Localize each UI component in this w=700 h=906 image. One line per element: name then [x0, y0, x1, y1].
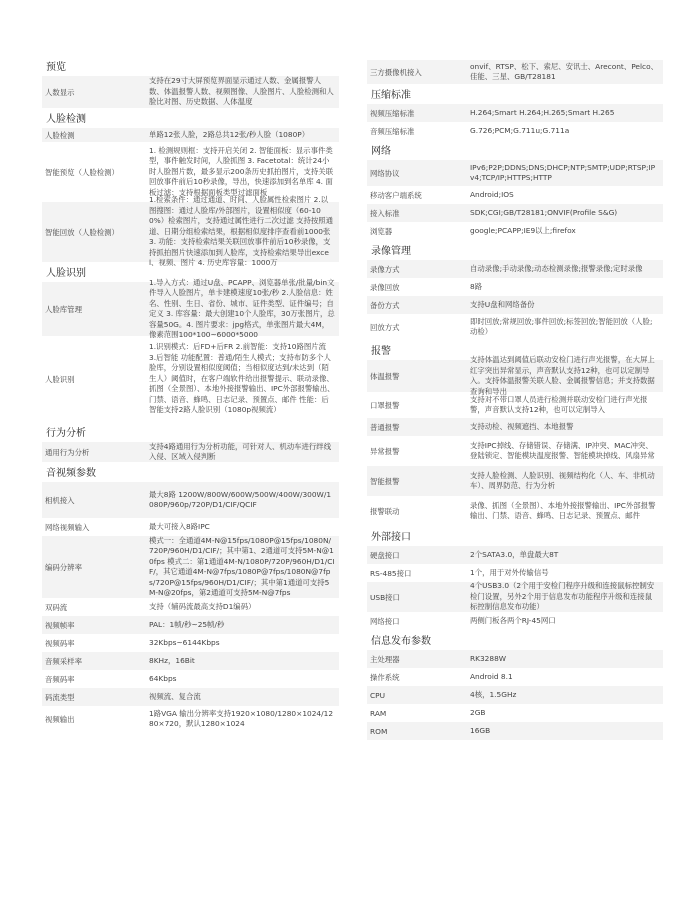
spec-row: [367, 546, 663, 564]
spec-row: [367, 278, 663, 296]
spec-value: 1. 检测规则框：支持开启关闭 2. 智能面板：显示事件类型，事件触发时间，人脸抓图 3. Facetotal：统计24小时人脸图片数，最多显示200条历史抓拍图片，支持关联回放事件前后10秒录像，导出，快速添加到名单库 4. 面板过滤：支持根据面板类型过滤面板: [149, 145, 334, 197]
spec-row: [367, 496, 663, 526]
spec-value: 支持（辅码流最高支持D1编码）: [149, 601, 256, 611]
spec-value: 模式一：全通道4M-N@15fps/1080P@15fps/1080N/720P/960H/D1/CIF/；其中第1、2通道可支持5M-N@10fps 模式二：第1通道4M-N/1080P/720P/960H/D1/CIF/，其它通道4M-N@7fps/1080P@7fps/1080N@7fps/720P@15fps/960H/D1/CIF/；其中第1通道可支持5M-N@20fps，第2通道可支持5M-N@7fps: [149, 535, 335, 597]
spec-value: 1路VGA 输出分辨率支持1920×1080/1280×1024/1280×720，默认1280×1024: [149, 708, 334, 728]
spec-value: google;PCAPP;IE9以上;firefox: [470, 225, 576, 235]
spec-row: [42, 482, 339, 518]
spec-key: 音频采样率: [45, 656, 82, 666]
spec-key: 网络协议: [370, 168, 400, 178]
spec-key: 智能预览（人脸检测）: [45, 167, 119, 177]
spec-row: [367, 104, 663, 122]
spec-key: 录像回放: [370, 282, 400, 292]
spec-key: 网络接口: [370, 616, 400, 626]
left-spec-column: [42, 56, 339, 732]
spec-key: 报警联动: [370, 506, 400, 516]
spec-row: [42, 616, 339, 634]
spec-row: [367, 186, 663, 204]
spec-row: [42, 536, 339, 598]
spec-key: RAM: [370, 708, 387, 718]
spec-row: [42, 634, 339, 652]
spec-value: 最大8路 1200W/800W/600W/500W/400W/300W/1080P/960p/720P/D1/CIF/QCIF: [149, 489, 332, 509]
spec-value: 64Kbps: [149, 673, 177, 683]
spec-value: 支持人脸检测、人脸识别、视频结构化（人、车、非机动车）、周界防范、行为分析: [470, 470, 655, 490]
spec-row: [367, 418, 663, 436]
spec-value: 16GB: [470, 725, 491, 735]
spec-value: 支持在29寸大屏预览界面显示通过人数、金属报警人数、体温报警人数、视频图像、人脸图片、人脸检测和人脸比对图、历史数据、人体温度: [149, 76, 334, 107]
spec-row: [42, 195, 339, 268]
spec-value: 1.识别模式：后FD+后FR 2.前智能：支持10路图片流 3.后智能 功能配置：普通/陌生人模式；支持布防多个人脸库，分别设置相似度阈值；当相似度达到/未达到（陌生人）阈值时，在客户端软件给出报警提示、联动录像、抓图（全景图）、本地外接报警输出、IPC外部报警输出、门禁、语音、蜂鸣、日志记录、预置点、邮件 性能：后智能支持2路人脸识别（1080p视频流）: [149, 342, 335, 415]
spec-row: [42, 518, 339, 536]
spec-value: 单路12张人脸，2路总共12张/秒人脸（1080P）: [149, 129, 310, 139]
spec-key: 异常报警: [370, 446, 400, 456]
spec-key: 音频码率: [45, 674, 75, 684]
spec-key: 操作系统: [370, 672, 400, 682]
spec-key: 相机接入: [45, 495, 75, 505]
section-title: 网络: [371, 146, 391, 157]
spec-key: 视频输出: [45, 714, 75, 724]
section-title: 外部接口: [371, 532, 411, 543]
spec-value: 4核，1.5GHz: [470, 689, 517, 699]
spec-key: 移动客户端系统: [370, 190, 422, 200]
spec-key: 视频压缩标准: [370, 108, 415, 118]
spec-value: 8路: [470, 281, 483, 291]
spec-row: [42, 598, 339, 616]
spec-row: [367, 260, 663, 278]
spec-value: 支持U盘和网络备份: [470, 299, 535, 309]
spec-value: 4个USB3.0（2个用于安检门程序升级和连接鼠标控制安检门设置，另外2个用于信息发布功能程序升级和连接鼠标控制信息发布功能）: [470, 581, 655, 612]
section-title: 预览: [46, 62, 66, 73]
spec-key: 编码分辨率: [45, 562, 82, 572]
spec-key: 主处理器: [370, 654, 400, 664]
spec-row: [367, 582, 663, 612]
spec-key: 普通报警: [370, 422, 400, 432]
spec-value: 8KHz，16Bit: [149, 655, 195, 665]
spec-key: 接入标准: [370, 208, 400, 218]
spec-key: 浏览器: [370, 226, 393, 236]
spec-row: [367, 204, 663, 222]
spec-row: [42, 336, 339, 422]
spec-row: [367, 314, 663, 340]
spec-row: [367, 650, 663, 668]
spec-key: 视频帧率: [45, 620, 75, 630]
spec-key: 备份方式: [370, 300, 400, 310]
spec-key: 人脸库管理: [45, 304, 82, 314]
spec-key: 人脸检测: [45, 130, 75, 140]
spec-value: PAL：1帧/秒~25帧/秒: [149, 619, 225, 629]
spec-key: 三方摄像机接入: [370, 67, 422, 77]
spec-key: 视频码率: [45, 638, 75, 648]
spec-value: 两侧门板各两个RJ-45网口: [470, 615, 556, 625]
spec-key: 回放方式: [370, 322, 400, 332]
spec-row: [42, 142, 339, 202]
spec-row: [367, 686, 663, 704]
spec-value: 2个SATA3.0，单盘最大8T: [470, 549, 559, 559]
spec-value: 录像、抓图（全景图）、本地外接报警输出、IPC外部报警输出、门禁、语音、蜂鸣、日志记录、预置点、邮件: [470, 500, 656, 520]
spec-row: [367, 466, 663, 496]
spec-value: onvif、RTSP、松下、索尼、安讯士、Arecont、Pelco、佳能、三星、GB/T28181: [470, 61, 658, 81]
spec-key: 人数显示: [45, 87, 75, 97]
spec-key: 网络视频输入: [45, 522, 90, 532]
spec-value: G.726;PCM;G.711u;G.711a: [470, 125, 570, 135]
spec-row: [42, 670, 339, 688]
section-title: 人脸检测: [46, 114, 86, 125]
spec-key: 通用行为分析: [45, 447, 90, 457]
section-title: 压缩标准: [371, 90, 411, 101]
spec-row: [42, 652, 339, 670]
spec-value: 即时回放;常规回放;事件回放;标签回放;智能回放（人脸;动检）: [470, 316, 653, 336]
right-spec-column: [367, 60, 663, 740]
spec-key: 音频压缩标准: [370, 126, 415, 136]
spec-row: [367, 60, 663, 84]
spec-key: 智能回放（人脸检测）: [45, 227, 119, 237]
spec-value: RK3288W: [470, 653, 507, 663]
spec-row: [42, 688, 339, 706]
spec-value: 支持4路通用行为分析功能，可针对人、机动车进行绊线入侵、区域入侵判断: [149, 441, 332, 461]
spec-key: 硬盘接口: [370, 550, 400, 560]
section-title: 录像管理: [371, 246, 411, 257]
spec-key: USB接口: [370, 592, 400, 602]
spec-row: [367, 612, 663, 630]
spec-row: [367, 222, 663, 240]
spec-key: 录像方式: [370, 264, 400, 274]
spec-value: 1.导入方式：通过U盘、PCAPP、浏览器单张/批量/bin文件导入人脸图片，单卡建模速度10张/秒 2.人脸信息：姓名、性别、生日、省份、城市、证件类型、证件编号；自定义 3. 库容量：最大创建10个人脸库，30万张图片，总容量50G。4. 图片要求：jpg格式，单张图片最大4M，像素范围100*100~6000*5000: [149, 277, 335, 339]
spec-key: 口罩报警: [370, 400, 400, 410]
spec-value: 视频流、复合流: [149, 691, 201, 701]
spec-value: IPv6;P2P;DDNS;DNS;DHCP;NTP;SMTP;UDP;RTSP;IPv4;TCP/IP;HTTPS;HTTP: [470, 162, 656, 182]
spec-value: 最大可接入8路IPC: [149, 521, 210, 531]
spec-key: ROM: [370, 726, 388, 736]
spec-row: [42, 442, 339, 462]
spec-value: 支持对不带口罩人员进行检测并联动安检门进行声光报警，声音默认支持12种，也可以定制导入: [470, 394, 648, 414]
spec-row: [367, 355, 663, 396]
spec-value: 2GB: [470, 707, 486, 717]
section-title: 信息发布参数: [371, 636, 431, 647]
spec-value: Android;IOS: [470, 189, 514, 199]
spec-value: 32Kbps~6144Kbps: [149, 637, 220, 647]
spec-row: [367, 564, 663, 582]
spec-value: H.264;Smart H.264;H.265;Smart H.265: [470, 107, 615, 117]
spec-key: 体温报警: [370, 371, 400, 381]
spec-row: [367, 122, 663, 140]
spec-value: 支持动检、视频遮挡、本地报警: [470, 421, 574, 431]
spec-value: SDK;CGI;GB/T28181;ONVIF(Profile S&G): [470, 207, 618, 217]
section-title: 人脸识别: [46, 268, 86, 279]
spec-value: 支持IPC掉线、存储错误、存储满、IP冲突、MAC冲突、登陆锁定、智能模块温度报警、智能模块掉线、风扇异常: [470, 440, 655, 460]
spec-row: [367, 436, 663, 466]
section-title: 行为分析: [46, 428, 86, 439]
section-title: 音视频参数: [46, 468, 96, 479]
spec-row: [42, 277, 339, 339]
spec-value: 1个，用于对外传输信号: [470, 567, 549, 577]
spec-row: [42, 128, 339, 142]
spec-row: [42, 76, 339, 108]
spec-value: 自动录像;手动录像;动态检测录像;报警录像;定时录像: [470, 263, 643, 273]
spec-row: [367, 704, 663, 722]
spec-value: Android 8.1: [470, 671, 513, 681]
spec-row: [367, 392, 663, 418]
spec-row: [367, 160, 663, 186]
spec-row: [367, 296, 663, 314]
spec-key: 码流类型: [45, 692, 75, 702]
spec-row: [367, 722, 663, 740]
spec-row: [367, 668, 663, 686]
section-title: 报警: [371, 346, 391, 357]
spec-key: 人脸识别: [45, 374, 75, 384]
spec-key: 智能报警: [370, 476, 400, 486]
spec-value: 1.检索条件：通过通道、时间、人脸属性检索图片 2.以图搜图：通过人脸库/外部图片，设置相似度（60-100%）检索图片，支持通过属性进行二次过滤 支持按照通道、日期分组检索结果，根据相似度排序查看前1000张 3. 功能：支持检索结果关联回放事件前后10秒录像，支持抓拍图片快速添加到人脸库，支持检索结果导出excel、视频、图片 4. 历史库容量：1000万: [149, 195, 334, 268]
spec-key: CPU: [370, 690, 386, 700]
spec-key: 双码流: [45, 602, 68, 612]
spec-value: 支持体温达到阈值后联动安检门进行声光报警，在大屏上红字突出异常显示，声音默认支持12种，也可以定制导入。支持体温报警关联人脸、金属报警信息；并支持数据查询和导出: [470, 355, 655, 396]
spec-row: [42, 706, 339, 732]
spec-key: RS-485接口: [370, 568, 412, 578]
